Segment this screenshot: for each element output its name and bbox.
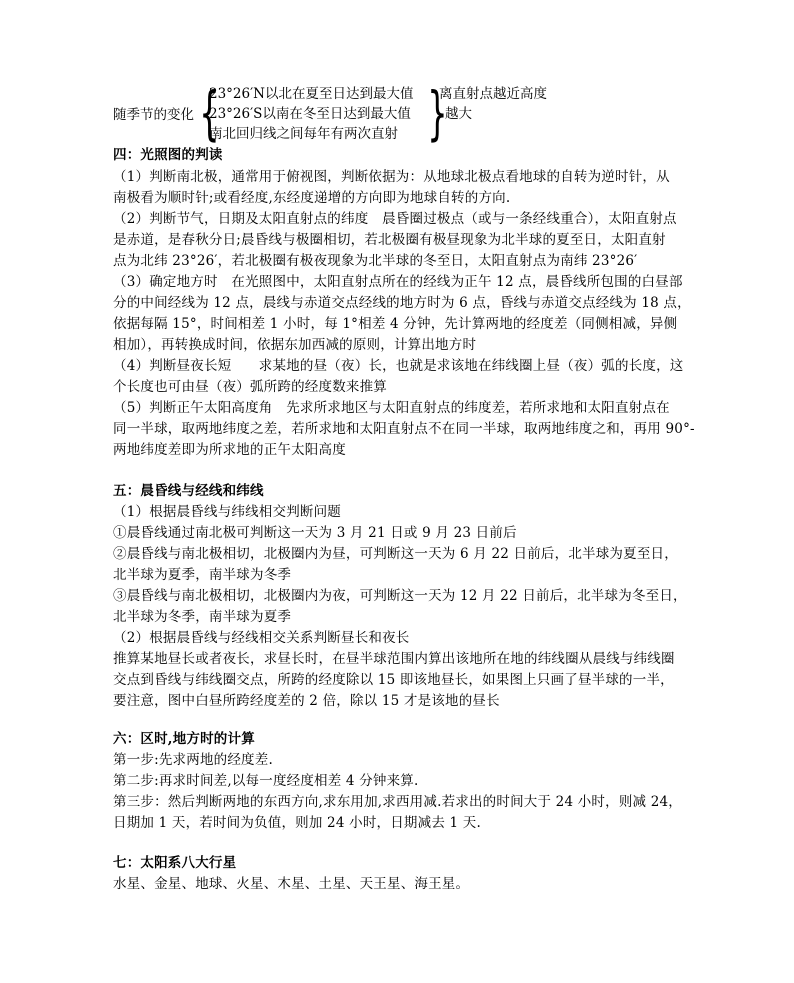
paragraph-line: 日期加 1 天，若时间为负值，则加 24 小时，日期减去 1 天. bbox=[113, 815, 481, 831]
paragraph-line: ②晨昏线与南北极相切，北极圈内为昼，可判断这一天为 6 月 22 日前后，北半球为夏至日， bbox=[113, 546, 678, 562]
paragraph-line: 南极看为顺时针;或看经度,东经度递增的方向即为地球自转的方向. bbox=[113, 190, 511, 206]
paragraph-line: 推算某地昼长或者夜长，求昼长时，在昼半球范围内算出该地所在地的纬线圈从晨线与纬线圈 bbox=[113, 651, 675, 667]
paragraph-line: （1）判断南北极，通常用于俯视图，判断依据为：从地球北极点看地球的自转为逆时针，从 bbox=[113, 169, 670, 185]
paragraph-line: 第三步：然后判断两地的东西方向,求东用加,求西用减.若求出的时间大于 24 小时，则减 24， bbox=[113, 794, 683, 810]
paragraph-line: 分的中间经线为 12 点，晨线与赤道交点经线的地方时为 6 点，昏线与赤道交点经线为 18 点， bbox=[113, 295, 691, 311]
paragraph-line: 第一步:先求两地的经度差. bbox=[113, 752, 273, 768]
seasonal-result-line: 离直射点越近高度 bbox=[439, 86, 547, 102]
paragraph-line: 是赤道，是春秋分日;晨昏线与极圈相切，若北极圈有极昼现象为北半球的夏至日，太阳直射 bbox=[113, 232, 666, 248]
paragraph-line: （3）确定地方时 在光照图中，太阳直射点所在的经线为正午 12 点，晨昏线所包围的白昼部 bbox=[113, 274, 683, 290]
paragraph-line: 交点到昏线与纬线圈交点，所跨的经度除以 15 即该地昼长，如果图上只画了昼半球的一半， bbox=[113, 672, 674, 688]
paragraph-line: （2）根据晨昏线与经线相交关系判断昼长和夜长 bbox=[113, 630, 410, 646]
seasonal-items bbox=[209, 84, 413, 144]
paragraph-line: 个长度也可由昼（夜）弧所跨的经度数来推算 bbox=[113, 379, 387, 395]
section-5-title: 五：晨昏线与经线和纬线 bbox=[113, 483, 264, 499]
seasonal-item: 23°26′N以北在夏至日达到最大值 bbox=[209, 86, 414, 102]
paragraph-line: ①晨昏线通过南北极可判断这一天为 3 月 21 日或 9 月 23 日前后 bbox=[113, 525, 517, 541]
section-7-title: 七：太阳系八大行星 bbox=[113, 855, 237, 871]
paragraph-line: 依据每隔 15°，时间相差 1 小时，每 1°相差 4 分钟，先计算两地的经度差（同侧相减，异侧 bbox=[113, 316, 678, 332]
paragraph-line: 相加），再转换成时间，依据东加西减的原则，计算出地方时 bbox=[113, 337, 477, 353]
seasonal-variation-block bbox=[113, 79, 573, 147]
paragraph-line: 水星、金星、地球、火星、木星、土星、天王星、海王星。 bbox=[113, 876, 470, 892]
paragraph-line: 北半球为冬季，南半球为夏季 bbox=[113, 609, 292, 625]
seasonal-result-line: 越大 bbox=[445, 106, 472, 122]
paragraph-line: （2）判断节气，日期及太阳直射点的纬度 晨昏圈过极点（或与一条经线重合），太阳直射点 bbox=[113, 211, 677, 227]
section-6-title: 六：区时,地方时的计算 bbox=[113, 731, 255, 747]
paragraph-line: （1）根据晨昏线与纬线相交判断问题 bbox=[113, 504, 341, 520]
section-4-title: 四：光照图的判读 bbox=[113, 147, 223, 163]
seasonal-label: 随季节的变化 bbox=[113, 107, 194, 123]
paragraph-line: ③晨昏线与南北极相切，北极圈内为夜，可判断这一天为 12 月 22 日前后，北半球为冬至日， bbox=[113, 588, 687, 604]
seasonal-item: 23°26′S以南在冬至日达到最大值 bbox=[209, 106, 411, 122]
paragraph-line: （4）判断昼夜长短 求某地的昼（夜）长，也就是求该地在纬线圈上昼（夜）弧的长度，这 bbox=[113, 358, 684, 374]
paragraph-line: 北半球为夏季，南半球为冬季 bbox=[113, 567, 292, 583]
paragraph-line: （5）判断正午太阳高度角 先求所求地区与太阳直射点的纬度差，若所求地和太阳直射点在 bbox=[113, 400, 670, 416]
seasonal-result bbox=[439, 84, 547, 124]
paragraph-line: 两地纬度差即为所求地的正午太阳高度 bbox=[113, 442, 346, 458]
left-brace: { bbox=[199, 79, 220, 147]
paragraph-line: 第二步:再求时间差,以每一度经度相差 4 分钟来算. bbox=[113, 773, 419, 789]
paragraph-line: 点为北纬 23°26′，若北极圈有极夜现象为北半球的冬至日，太阳直射点为南纬 23°26′ bbox=[113, 253, 638, 269]
paragraph-line: 要注意，图中白昼所跨经度差的 2 倍，除以 15 才是该地的昼长 bbox=[113, 693, 500, 709]
right-brace: } bbox=[427, 79, 448, 147]
paragraph-line: 同一半球，取两地纬度之差，若所求地和太阳直射点不在同一半球，取两地纬度之和，再用 90°- bbox=[113, 421, 695, 437]
seasonal-item: 南北回归线之间每年有两次直射 bbox=[209, 126, 398, 142]
